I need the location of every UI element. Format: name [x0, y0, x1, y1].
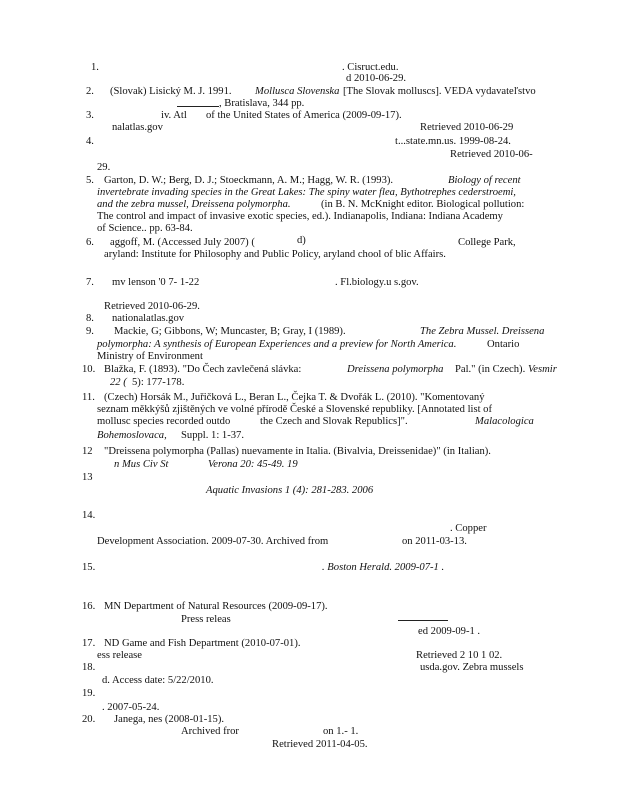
ref-number-6: 6. [86, 237, 94, 248]
ref-5-authors: Garton, D. W.; Berg, D. J.; Stoeckmann, A. M.; Hagg, W. R. (1993). [104, 175, 394, 186]
ref-1-url[interactable]: . Cisruct.edu. [342, 62, 399, 73]
ref-5-series: The control and impact of invasive exotic species, ed.). Indianapolis, Indiana: Indiana Academy [97, 211, 503, 222]
ref-2-publisher: [The Slovak molluscs]. VEDA vydavateľstvo [343, 86, 536, 97]
ref-2-authors: (Slovak) Lisický M. J. 1991. [110, 86, 232, 97]
ref-12-journal: n Mus Civ St [114, 459, 169, 470]
ref-16-link-underline[interactable] [398, 620, 448, 621]
ref-8-site[interactable]: nationalatlas.gov [112, 313, 185, 324]
ref-9-publisher-b: Ministry of Environment [97, 351, 203, 362]
ref-20-retrieved: Retrieved 2011-04-05. [272, 739, 368, 750]
ref-2-title: Mollusca Slovenska [255, 86, 340, 97]
ref-number-15: 15. [82, 562, 96, 573]
ref-number-5: 5. [86, 175, 94, 186]
ref-12-volume: Verona 20: 45-49. 19 [208, 459, 298, 470]
ref-5-pages: of Science.. pp. 63-84. [97, 223, 193, 234]
ref-11-authors: (Czech) Horsák M., Juřičková L., Beran L., Čejka T. & Dvořák L. (2010). "Komentovaný [104, 392, 485, 403]
ref-10-author: Blažka, F. (1893). "Do Čech zavlečená slávka: [104, 364, 302, 375]
ref-number-11: 11. [82, 392, 95, 403]
ref-16-retrieved: ed 2009-09-1 . [418, 626, 481, 637]
ref-9-title-a: The Zebra Mussel. Dreissena [420, 326, 545, 337]
ref-number-13: 13 [82, 472, 93, 483]
ref-5-title-c: and the zebra mussel, Dreissena polymorpha. [97, 199, 291, 210]
ref-3-link[interactable]: iv. Atl [161, 110, 187, 121]
ref-number-18: 18. [82, 662, 96, 673]
ref-15-source: . Boston Herald. 2009-07-1 . [322, 562, 445, 573]
ref-12-title: "Dreissena polymorpha (Pallas) nuevamente in Italia. (Bivalvia, Dreissenidae)" (in Italian). [104, 446, 491, 457]
ref-14-archived[interactable]: on 2011-03-13. [402, 536, 467, 547]
ref-4-retrieved-cont: 29. [97, 162, 111, 173]
ref-11-pages: Suppl. 1: 1-37. [181, 430, 244, 441]
ref-1-retrieved: d 2010-06-29. [346, 73, 407, 84]
ref-11-title-b: mollusc species recorded outdo [97, 416, 231, 427]
ref-7-site[interactable]: . Fl.biology.u s.gov. [335, 277, 419, 288]
ref-11-journal-a: Malacologica [475, 416, 534, 427]
ref-10-journal: Vesmir [528, 364, 557, 375]
ref-17-author: ND Game and Fish Department (2010-07-01). [104, 638, 301, 649]
ref-9-title-b: polymorpha: A synthesis of European Experiences and a preview for North America. [97, 339, 457, 350]
ref-11-title-a: seznam měkkýšů zjištěných ve volné přírodě České a Slovenské republiky. [Annotated list of [97, 404, 493, 415]
ref-number-8: 8. [86, 313, 94, 324]
ref-10-species: Dreissena polymorpha [347, 364, 444, 375]
ref-number-1: 1. [91, 62, 99, 73]
ref-number-7: 7. [86, 277, 94, 288]
ref-13-journal: Aquatic Invasions 1 (4): 281-283. 2006 [206, 485, 374, 496]
ref-number-4: 4. [86, 136, 94, 147]
ref-5-title-a: Biology of recent [448, 175, 521, 186]
ref-17-type: ess release [97, 650, 142, 661]
ref-number-19: 19. [82, 688, 96, 699]
ref-number-12: 12 [82, 446, 93, 457]
ref-9-publisher-a: Ontario [487, 339, 520, 350]
ref-number-14: 14. [82, 510, 96, 521]
ref-19-date: . 2007-05-24. [102, 702, 160, 713]
ref-3-source: of the United States of America (2009-09-17). [206, 110, 402, 121]
ref-7-retrieved: Retrieved 2010-06-29. [104, 301, 200, 312]
ref-16-author: MN Department of Natural Resources (2009-09-17). [104, 601, 328, 612]
ref-10-volume: 22 ( [110, 377, 127, 388]
ref-5-editor: (in B. N. McKnight editor. Biological pollution: [321, 199, 525, 210]
ref-11-journal-b: Bohemoslovaca, [97, 430, 167, 441]
ref-3-site[interactable]: nalatlas.gov [112, 122, 163, 133]
ref-20-author: Janega, nes (2008-01-15). [114, 714, 225, 725]
ref-number-3: 3. [86, 110, 94, 121]
ref-4-site[interactable]: t...state.mn.us. 1999-08-24. [395, 136, 511, 147]
ref-9-authors: Mackie, G; Gibbons, W; Muncaster, B; Gray, I (1989). [114, 326, 346, 337]
ref-7-author: mv lenson '0 7- 1-22 [112, 277, 200, 288]
ref-4-retrieved: Retrieved 2010-06- [450, 149, 533, 160]
ref-number-2: 2. [86, 86, 94, 97]
ref-5-title-b: invertebrate invading species in the Great Lakes: The spiny water flea, Bythotrephes cederstroemi, [97, 187, 516, 198]
ref-number-9: 9. [86, 326, 94, 337]
ref-2-link-underline[interactable] [177, 106, 219, 107]
ref-number-20: 20. [82, 714, 96, 725]
ref-11-title-c: the Czech and Slovak Republics]". [260, 416, 408, 427]
ref-14-org-a: . Copper [450, 523, 487, 534]
ref-2-place: , Bratislava, 344 pp. [219, 98, 305, 109]
ref-17-retrieved: Retrieved 2 10 1 02. [416, 650, 503, 661]
ref-number-16: 16. [82, 601, 96, 612]
ref-number-17: 17. [82, 638, 96, 649]
ref-6-note: d) [297, 235, 306, 246]
ref-3-retrieved: Retrieved 2010-06-29 [420, 122, 514, 133]
ref-18-access: d. Access date: 5/22/2010. [102, 675, 214, 686]
ref-18-site[interactable]: usda.gov. Zebra mussels [420, 662, 524, 673]
ref-10-lang: Pal." (in Czech). [455, 364, 526, 375]
ref-20-archived-date: on 1.- 1. [323, 726, 359, 737]
ref-number-10: 10. [82, 364, 96, 375]
ref-14-org-b: Development Association. 2009-07-30. Archived from [97, 536, 329, 547]
ref-6-author: aggoff, M. (Accessed July 2007) ( [110, 237, 255, 248]
ref-16-type: Press releas [181, 614, 231, 625]
ref-6-publisher: aryland: Institute for Philosophy and Public Policy, aryland chool of blic Affairs. [104, 249, 446, 260]
ref-6-place: College Park, [458, 237, 516, 248]
ref-20-archived[interactable]: Archived fror [181, 726, 239, 737]
ref-10-pages: 5): 177-178. [132, 377, 185, 388]
